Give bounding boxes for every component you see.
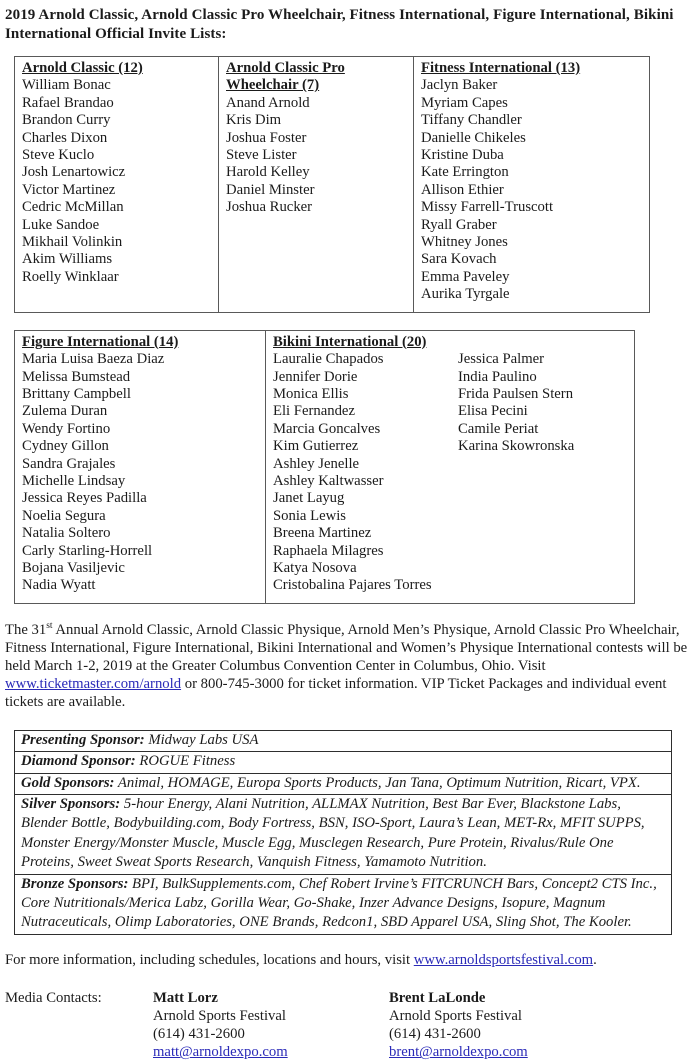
list-item: Elisa Pecini — [458, 403, 528, 420]
list-item: Natalia Soltero — [22, 525, 111, 542]
list-item: Brittany Campbell — [22, 385, 131, 402]
names-list-figure — [22, 351, 258, 595]
list-item: Joshua Rucker — [226, 199, 313, 216]
list-item: Jennifer Dorie — [273, 368, 358, 385]
list-item: Cristobalina Pajares Torres — [273, 577, 432, 594]
list-item: Kim Gutierrez — [273, 438, 359, 455]
list-item: Rafael Brandao — [22, 94, 114, 111]
list-item: Melissa Bumstead — [22, 368, 131, 385]
ordinal-superscript: st — [46, 620, 53, 631]
names-list-bikini-right — [458, 351, 627, 595]
column-figure — [15, 330, 266, 603]
sponsor-row-silver — [15, 795, 672, 875]
sponsor-row-bronze — [15, 874, 672, 934]
list-item: Emma Paveley — [421, 268, 510, 285]
sponsor-names: Animal, HOMAGE, Europa Sports Products, Jan Tana, Optimum Nutrition, Ricart, VPX. — [117, 774, 641, 791]
list-item: Daniel Minster — [226, 181, 315, 198]
paragraph-text: Annual Arnold Classic, Arnold Classic Physique, Arnold Men’s Physique, Arnold Classic Pro Wheelchair, Fitness International, Figure International, Bikini International and Women’s Physique International contests will be held March 1-2, 2019 at the Greater Columbus Convention Center in Columbus, Ohio. Visit — [5, 621, 688, 674]
list-item: Kristine Duba — [421, 147, 504, 164]
list-item: Ashley Jenelle — [273, 455, 360, 472]
contact-name: Brent LaLonde — [389, 989, 486, 1006]
list-item: Monica Ellis — [273, 385, 349, 402]
more-info-text: For more information, including schedules, locations and hours, visit — [5, 951, 414, 968]
list-item: Karina Skowronska — [458, 438, 575, 455]
sponsor-tier-label: Silver Sponsors: — [21, 796, 121, 812]
list-item: Ryall Graber — [421, 216, 497, 233]
list-item: Harold Kelley — [226, 164, 310, 181]
list-item: Roelly Winklaar — [22, 268, 119, 285]
column-arnold-classic — [15, 57, 219, 313]
list-item: Jessica Palmer — [458, 351, 545, 368]
list-item: Lauralie Chapados — [273, 351, 384, 368]
contact-phone: (614) 431-2600 — [389, 1026, 481, 1043]
paragraph-text: The 31 — [5, 621, 47, 638]
list-item: India Paulino — [458, 368, 537, 385]
list-item: Nadia Wyatt — [22, 577, 96, 594]
list-item: Marcia Goncalves — [273, 420, 381, 437]
media-contacts-label: Media Contacts: — [5, 989, 102, 1006]
contact-card — [389, 989, 528, 1062]
list-item: Tiffany Chandler — [421, 112, 522, 129]
sponsor-tier-label: Diamond Sponsor: — [21, 753, 136, 770]
list-item: Allison Ethier — [421, 181, 504, 198]
sponsor-names: 5-hour Energy, Alani Nutrition, ALLMAX Nutrition, Best Bar Ever, Blackstone Labs, Blender Bottle, Bodybuilding.com, Body Fortress, BSN, ISO-Sport, Laura’s Lean, MET-Rx, MFIT SUPPS, Monster Energy/Monster Muscle, Muscle Egg, Musclegen Research, Pure Protein, Rivalus/Rule One Proteins, Sweet Sweat Sports Research, Vanquish Fitness, Yamamoto Nutrition. — [21, 796, 645, 871]
invite-table-bottom — [14, 330, 635, 604]
list-item: Danielle Chikeles — [421, 129, 526, 146]
ticketmaster-link[interactable]: www.ticketmaster.com/arnold — [5, 675, 182, 692]
list-item: Whitney Jones — [421, 234, 508, 251]
column-header-figure: Figure International (14) — [22, 333, 179, 350]
list-item: Janet Layug — [273, 490, 345, 507]
list-item: Zulema Duran — [22, 403, 108, 420]
list-item: Wendy Fortino — [22, 420, 111, 437]
list-item: Mikhail Volinkin — [22, 234, 123, 251]
sponsors-table — [14, 730, 672, 935]
contact-org: Arnold Sports Festival — [153, 1008, 287, 1025]
column-wheelchair — [219, 57, 414, 313]
list-item: Akim Williams — [22, 251, 113, 268]
column-header-arnold-classic: Arnold Classic (12) — [22, 60, 143, 76]
list-item: Anand Arnold — [226, 94, 310, 111]
list-item: Kris Dim — [226, 112, 282, 129]
festival-website-link[interactable]: www.arnoldsportsfestival.com — [413, 951, 594, 968]
names-list-arnold-classic — [22, 77, 211, 286]
list-item: Cedric McMillan — [22, 199, 124, 216]
contact-phone: (614) 431-2600 — [153, 1026, 245, 1043]
list-item: Katya Nosova — [273, 559, 357, 576]
list-item: Cydney Gillon — [22, 438, 109, 455]
list-item: Maria Luisa Baeza Diaz — [22, 351, 165, 368]
contact-email-link[interactable]: matt@arnoldexpo.com — [153, 1044, 288, 1061]
list-item: Raphaela Milagres — [273, 542, 384, 559]
paragraph-text: or 800-745-3000 for ticket information. VIP Ticket Packages and individual event tickets are available. — [5, 675, 667, 710]
list-item: Myriam Capes — [421, 94, 508, 111]
list-item: Sara Kovach — [421, 251, 497, 268]
media-contacts-section — [5, 989, 692, 1062]
list-item: Charles Dixon — [22, 129, 108, 146]
list-item: Missy Farrell-Truscott — [421, 199, 554, 216]
sponsor-names: BPI, BulkSupplements.com, Chef Robert Irvine’s FITCRUNCH Bars, Concept2 CTS Inc., Core Nutritionals/Merica Labz, Gorilla Wear, Go-Shake, Inzer Advance Designs, Isopure, Magnum Nutraceuticals, Olimp Laboratories, ONE Brands, Redcon1, SBD Apparel USA, Sling Shot, The Kooler. — [21, 875, 657, 931]
list-item: Noelia Segura — [22, 507, 106, 524]
contact-email-link[interactable]: brent@arnoldexpo.com — [389, 1044, 528, 1061]
column-fitness — [414, 57, 650, 313]
column-header-bikini: Bikini International (20) — [273, 333, 427, 350]
sponsor-row-diamond — [15, 752, 672, 773]
list-item: Jaclyn Baker — [421, 77, 498, 94]
list-item: Sonia Lewis — [273, 507, 347, 524]
list-item: Brandon Curry — [22, 112, 111, 129]
list-item: Breena Martinez — [273, 525, 372, 542]
list-item: Steve Kuclo — [22, 147, 95, 164]
sponsor-tier-label: Bronze Sponsors: — [21, 875, 129, 892]
invite-table-top — [14, 56, 650, 313]
list-item: Eli Fernandez — [273, 403, 355, 420]
list-item: Jessica Reyes Padilla — [22, 490, 147, 507]
event-info-paragraph — [5, 621, 692, 711]
more-info-text: . — [593, 951, 597, 968]
contact-card — [153, 989, 389, 1062]
page-title: 2019 Arnold Classic, Arnold Classic Pro Wheelchair, Fitness International, Figure International, Bikini International Official Invite Lists: — [5, 7, 674, 42]
list-item: Ashley Kaltwasser — [273, 472, 384, 489]
contact-name: Matt Lorz — [153, 989, 218, 1006]
list-item: Michelle Lindsay — [22, 472, 126, 489]
bikini-two-columns — [273, 351, 627, 595]
more-info-line — [5, 951, 692, 969]
list-item: Steve Lister — [226, 147, 297, 164]
names-list-fitness — [421, 77, 642, 303]
column-bikini — [266, 330, 635, 603]
sponsor-row-presenting — [15, 730, 672, 751]
contact-org: Arnold Sports Festival — [389, 1008, 523, 1025]
list-item: Josh Lenartowicz — [22, 164, 126, 181]
list-item: Bojana Vasiljevic — [22, 559, 125, 576]
sponsor-names: ROGUE Fitness — [139, 753, 236, 770]
names-list-wheelchair — [226, 95, 406, 217]
list-item: Victor Martinez — [22, 181, 116, 198]
list-item: Carly Starling-Horrell — [22, 542, 153, 559]
column-header-fitness: Fitness International (13) — [421, 60, 581, 76]
list-item: Sandra Grajales — [22, 455, 116, 472]
list-item: Joshua Foster — [226, 129, 307, 146]
list-item: Camile Periat — [458, 420, 539, 437]
list-item: Luke Sandoe — [22, 216, 100, 233]
sponsor-tier-label: Gold Sponsors: — [21, 774, 115, 791]
sponsor-tier-label: Presenting Sponsor: — [21, 731, 145, 748]
column-header-wheelchair: Arnold Classic Pro Wheelchair (7) — [226, 60, 345, 94]
list-item: Aurika Tyrgale — [421, 286, 510, 303]
sponsor-row-gold — [15, 773, 672, 794]
list-item: William Bonac — [22, 77, 111, 94]
list-item: Frida Paulsen Stern — [458, 385, 574, 402]
list-item: Kate Errington — [421, 164, 509, 181]
names-list-bikini-left — [273, 351, 458, 595]
sponsor-names: Midway Labs USA — [148, 731, 259, 748]
